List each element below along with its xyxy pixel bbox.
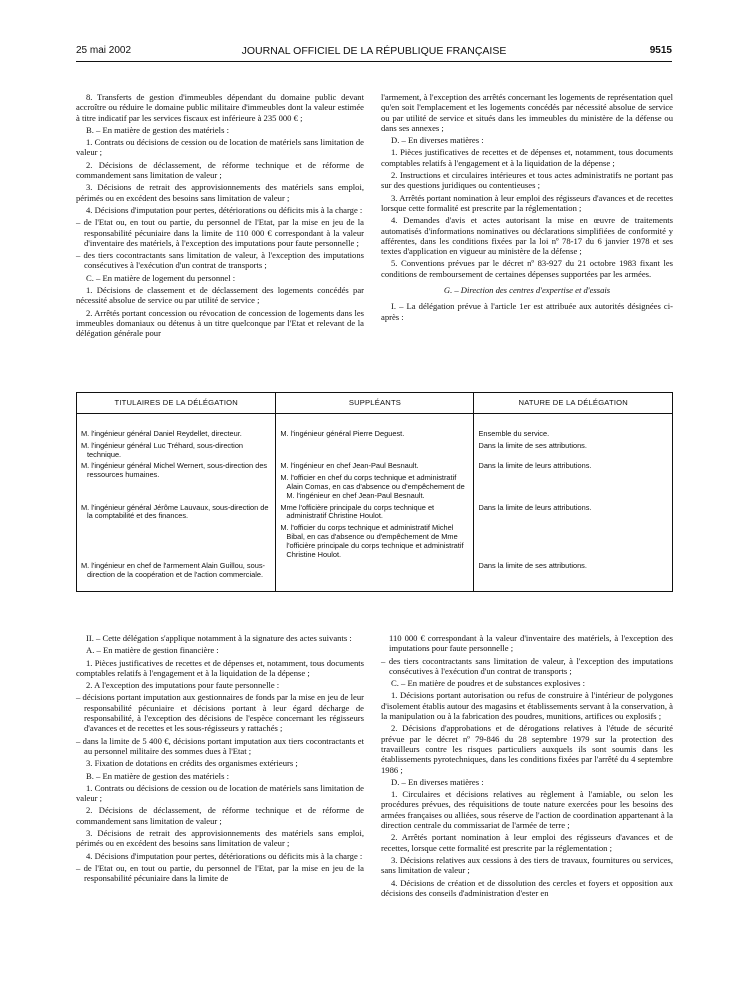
section-heading: B. – En matière de gestion des matériels :: [86, 124, 229, 135]
paragraph: 2. Décisions de déclassement, de réforme technique et de réforme de commandement sans limitation de valeur ;: [76, 159, 364, 181]
paragraph: 2. Décisions d'approbations et de dérogations relatives à l'étude de sécurité prévue par le décret nº 79-846 du 28 septembre 1979 sur la protection des travailleurs contre les risques particuliers auxquels ils sont soumis dans les établissements pyrotechniques, dans les conditions fixées par l'arrêté du 4 septembre 1986 ;: [381, 723, 673, 775]
nature: Ensemble du service.: [478, 429, 550, 438]
cell-titulaires: [77, 504, 276, 563]
paragraph: 1. Pièces justificatives de recettes et de dépenses et, notamment, tous documents comptables relatifs à l'engagement et à la liquidation de la dépense ;: [381, 147, 673, 168]
paragraph: 1. Pièces justificatives de recettes et de dépenses et, notamment, tous documents comptables relatifs à l'engagement et à la liquidation de la dépense ;: [76, 657, 364, 678]
section-heading: D. – En diverses matières :: [391, 135, 484, 146]
paragraph: 4. Décisions de création et de dissolution des cercles et foyers et opposition aux décisions des conseils d'administration d'ester en: [381, 877, 673, 898]
titulaire: M. l'ingénieur général Luc Tréhard, sous-direction technique.: [81, 440, 244, 459]
suppleant: M. l'ingénieur en chef Jean-Paul Besnault.: [280, 461, 419, 471]
cell-titulaires: [77, 562, 276, 591]
table-row: [77, 504, 673, 563]
cell-suppleants: [276, 414, 474, 463]
suppleant: M. l'ingénieur général Pierre Deguest.: [280, 429, 405, 438]
paragraph: 1. Contrats ou décisions de cession ou de location de matériels sans limitation de valeur ;: [76, 782, 364, 804]
paragraph: II. – Cette délégation s'applique notamment à la signature des actes suivants :: [86, 633, 352, 643]
section-heading: D. – En diverses matières :: [391, 776, 484, 787]
section-heading: A. – En matière de gestion financière :: [86, 645, 219, 656]
dash-item: – des tiers cocontractants sans limitation de valeur, à l'exception des imputations consécutives à l'exécution d'un contrat de transports ;: [76, 250, 364, 271]
nature: Dans la limite de ses attributions.: [478, 440, 587, 450]
table-row: [77, 562, 673, 591]
titulaire: M. l'ingénieur général Michel Wernert, sous-direction des ressources humaines.: [81, 461, 268, 480]
dash-item: – de l'Etat ou, en tout ou partie, du personnel de l'Etat, par la mise en jeu de la responsabilité pécuniaire dans la limite de 110 000 € correspondant à la valeur d'inventaire des matériels, à l'exception des imputations pour faute personnelle ;: [76, 217, 364, 248]
paragraph: 2. Instructions et circulaires intérieures et tous actes administratifs ne portant pas sur des questions juridiques ou contentieuses ;: [381, 170, 673, 191]
page-header: [76, 45, 672, 62]
titulaire: M. l'ingénieur en chef de l'armement Alain Guillou, sous-direction de la coopération et de l'action commerciale.: [81, 561, 265, 580]
direction-heading: G. – Direction des centres d'expertise et d'essais: [443, 285, 611, 296]
cell-titulaires: [77, 462, 276, 503]
paragraph: 2. Arrêtés portant concession ou révocation de concession de logements dans les immeubles domaniaux ou détenus à un titre quelconque par l'Etat et relevant de la délégation générale pour: [76, 307, 364, 339]
dash-item: – dans la limite de 5 400 €, décisions portant imputation aux tiers cocontractants et au personnel militaire des sommes dues à l'Etat ;: [76, 735, 364, 756]
suppleant: Mme l'officière principale du corps technique et administratif Christine Houlot.: [280, 502, 435, 521]
paragraph: 8. Transferts de gestion d'immeubles dépendant du domaine public devant accroître ou réduire le domaine public militaire d'immeubles dont la valeur estimée à titre indicatif par les services fiscaux est inférieure à 235 000 € ;: [76, 92, 364, 123]
table-row: [77, 462, 673, 503]
paragraph: 3. Décisions de retrait des approvisionnements des matériels sans emploi, périmés ou en excédent des besoins sans limitation de valeur ;: [76, 182, 364, 203]
paragraph: 4. Décisions d'imputation pour pertes, détériorations ou déficits mis à la charge :: [86, 204, 363, 215]
suppleant: M. l'officier en chef du corps technique et administratif Alain Comas, en cas d'absence ou d'empêchement de M. l'ingénieur en chef Jean-Paul Besnault.: [280, 473, 465, 500]
paragraph: 2. A l'exception des imputations pour faute personnelle :: [86, 680, 280, 691]
dash-item: – des tiers cocontractants sans limitation de valeur, à l'exception des imputations consécutives à l'exécution d'un contrat de transports ;: [381, 655, 673, 676]
cell-nature: [474, 504, 673, 563]
cell-nature: [474, 462, 673, 503]
paragraph: 110 000 € correspondant à la valeur d'inventaire des matériels, à l'exception des imputations pour faute personnelle ;: [389, 633, 673, 654]
cell-nature: [474, 414, 673, 463]
paragraph: 5. Conventions prévues par le décret nº 83-927 du 21 octobre 1983 fixant les conditions de remboursement de certaines dépenses supportées par les armées.: [381, 258, 673, 279]
dash-item: – de l'Etat ou, en tout ou partie, du personnel de l'Etat, par la mise en jeu de la responsabilité pécuniaire dans la limite de: [76, 862, 364, 884]
cell-suppleants: [276, 462, 474, 503]
cell-titulaires: [77, 414, 276, 463]
paragraph: 2. Arrêtés portant nomination à leur emploi des régisseurs d'avances et de recettes, lorsque cette formalité est prescrite par la réglementation ;: [381, 832, 673, 853]
paragraph: I. – La délégation prévue à l'article 1er est attribuée aux autorités désignées ci-après :: [381, 301, 673, 322]
titulaire: M. l'ingénieur général Jérôme Lauvaux, sous-direction de la comptabilité et des finances.: [81, 502, 269, 521]
suppleant: M. l'officier du corps technique et administratif Michel Bibal, en cas d'absence ou d'empêchement de Mme l'officière principale du corps technique et administratif Christine Houlot.: [280, 523, 464, 559]
column-top-left: [76, 92, 364, 341]
nature: Dans la limite de ses attributions.: [478, 561, 587, 571]
dash-item: – décisions portant imputation aux gestionnaires de fonds par la mise en jeu de leur responsabilité pécuniaire et décisions portant à leur égard décharge de responsabilité, à l'exception des décisions de l'espèce concernant les régisseurs d'avances et de recettes et les sous-régisseurs y rattachés ;: [76, 692, 364, 734]
column-bottom-left: [76, 633, 364, 886]
titulaire: M. l'ingénieur général Daniel Reydellet, directeur.: [81, 429, 242, 438]
table-row: [77, 414, 673, 463]
column-header: TITULAIRES DE LA DÉLÉGATION: [77, 393, 276, 414]
header-date: 25 mai 2002: [76, 45, 132, 56]
paragraph: 1. Contrats ou décisions de cession ou de location de matériels sans limitation de valeur ;: [76, 137, 364, 158]
paragraph: 2. Décisions de déclassement, de réforme technique et de réforme de commandement sans limitation de valeur ;: [76, 805, 364, 826]
nature: Dans la limite de leurs attributions.: [478, 461, 592, 471]
nature: Dans la limite de leurs attributions.: [478, 502, 592, 512]
paragraph: 1. Décisions de classement et de déclassement des logements concédés par nécessité absolue de service ou par utilité de service ;: [76, 285, 364, 306]
column-header: NATURE DE LA DÉLÉGATION: [474, 393, 673, 414]
paragraph: 3. Arrêtés portant nomination à leur emploi des régisseurs d'avances et de recettes lorsque cette formalité est prescrite par la réglementation ;: [381, 192, 673, 213]
section-heading: C. – En matière de logement du personnel :: [86, 272, 236, 283]
column-bottom-right: [381, 633, 673, 900]
paragraph: l'armement, à l'exception des arrêtés concernant les logements de représentation quel qu'en soit l'emplacement et les logements concédés par nécessité absolue de service ou par utilité de service et situés dans les immeubles du ministère de la défense ou dans ses annexes ;: [381, 92, 673, 133]
paragraph: 3. Décisions de retrait des approvisionnements des matériels sans emploi, périmés ou en excédent des besoins sans limitation de valeur ;: [76, 828, 364, 849]
paragraph: 1. Circulaires et décisions relatives au règlement à l'amiable, ou selon les procédures prévues, des réquisitions de toute nature exercées pour les besoins des armées françaises ou alliées, sous réserve de l'action de coordination appartenant à la direction centrale du commissariat de l'armée de terre ;: [381, 789, 673, 831]
cell-nature: [474, 562, 673, 591]
journal-title: JOURNAL OFFICIEL DE LA RÉPUBLIQUE FRANÇAISE: [241, 45, 507, 57]
paragraph: 3. Fixation de dotations en crédits des organismes extérieurs ;: [86, 758, 298, 769]
paragraph: 1. Décisions portant autorisation ou refus de construire à l'intérieur de polygones d'isolement établis autour des magasins et établissements servant à la conservation, à la manipulation ou à la fabrication des poudres, munitions, artifices ou explosifs ;: [381, 690, 673, 722]
column-header: SUPPLÉANTS: [276, 393, 474, 414]
column-top-right: [381, 92, 673, 324]
section-heading: C. – En matière de poudres et de substances explosives :: [391, 678, 586, 689]
paragraph: 4. Demandes d'avis et actes autorisant la mise en œuvre de traitements automatisés d'informations nominatives ou déclarations simplifiées de conformité y afférentes, dans les conditions fixées par la loi nº 78-17 du 6 janvier 1978 et ses textes d'application en vigueur au ministère de la défense ;: [381, 215, 673, 257]
paragraph: 3. Décisions relatives aux cessions à des tiers de travaux, fournitures ou services, sans limitation de valeur ;: [381, 854, 673, 876]
delegation-table: [76, 392, 673, 592]
section-heading: B. – En matière de gestion des matériels :: [86, 770, 229, 781]
paragraph: 4. Décisions d'imputation pour pertes, détériorations ou déficits mis à la charge :: [86, 850, 363, 861]
cell-suppleants: [276, 562, 474, 591]
page-number: 9515: [649, 45, 672, 56]
cell-suppleants: [276, 504, 474, 563]
